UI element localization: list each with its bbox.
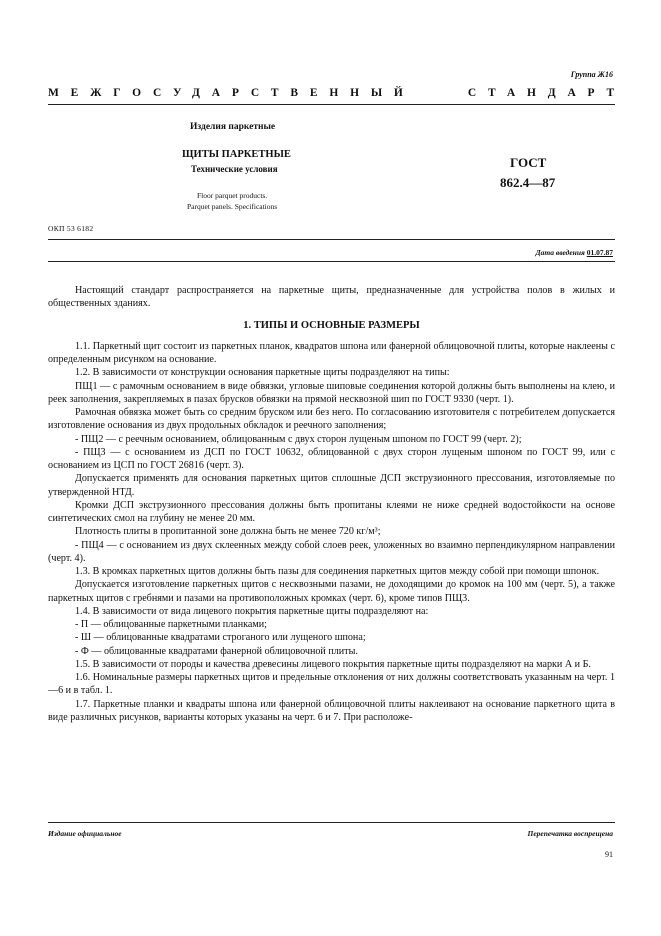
- paragraph-1-4: 1.4. В зависимости от вида лицевого покрытия паркетные щиты подразделяют на:: [75, 605, 429, 617]
- okp-rule: [48, 239, 615, 240]
- paragraph-pshch4: - ПЩ4 — с основанием из двух склеенных между собой слоев реек, уложенных во взаимно перпендикулярном направлении (черт. 4).: [48, 539, 615, 564]
- standard-banner: [48, 87, 626, 99]
- official-edition-note: Издание официальное: [48, 829, 122, 838]
- header-rule: [48, 104, 615, 105]
- banner-left-word: МЕЖГОСУДАРСТВЕННЫЙ: [48, 87, 415, 99]
- introduction-date-value: 01.07.87: [586, 248, 613, 257]
- english-title-line-1: Floor parquet products.: [197, 191, 268, 200]
- paragraph-pshch1: ПЩ1 — с рамочным основанием в виде обвязки, угловые шиповые соединения которой должны быть выполнены на клею, и реек заполнения, закрепляемых в пазах брусков обвязки на прямой несквозной шип по ГОСТ 9330 (черт. 1).: [48, 380, 615, 405]
- paragraph-1-1: 1.1. Паркетный щит состоит из паркетных планок, квадратов шпона или фанерной облицовочной плиты, которые наклеены с определенным рисунком на основание.: [48, 340, 615, 365]
- paragraph-scope: Настоящий стандарт распространяется на паркетные щиты, предназначенные для устройства полов в жилых и общественных зданиях.: [48, 285, 615, 310]
- paragraph-grooves: Допускается изготовление паркетных щитов с несквозными пазами, не доходящими до кромок на 100 мм (черт. 5), а также паркетных щитов с гребнями и пазами на противоположных кромках (черт. 6), кроме типов ПЩ3.: [48, 579, 615, 604]
- gost-label: ГОСТ: [510, 155, 547, 170]
- paragraph-1-3: 1.3. В кромках паркетных щитов должны быть пазы для соединения паркетных щитов между собой при помощи шпонок.: [75, 566, 600, 577]
- paragraph-dsp-edges: Кромки ДСП экструзионного прессования должны быть пропитаны клеями не ниже средней водостойкости на основе синтетических смол на глубину не менее 20 мм.: [48, 499, 615, 524]
- paragraph-1-2: 1.2. В зависимости от конструкции основания паркетные щиты подразделяют на типы:: [75, 367, 450, 379]
- document-subtitle: Технические условия: [191, 164, 278, 174]
- introduction-date-label: Дата введения: [535, 248, 587, 257]
- english-title-line-2: Parquet panels. Specifications: [187, 202, 278, 211]
- section-heading-1: 1. ТИПЫ И ОСНОВНЫЕ РАЗМЕРЫ: [243, 319, 420, 331]
- paragraph-1-6: 1.6. Номинальные размеры паркетных щитов и предельные отклонения от них должны соответствовать указанным на черт. 1—6 и в табл. 1.: [48, 672, 615, 697]
- introduction-date: [536, 248, 613, 257]
- okp-code: ОКП 53 6182: [48, 224, 94, 233]
- group-code: Группа Ж16: [570, 70, 613, 79]
- footer-rule: [48, 822, 615, 823]
- product-subject: Изделия паркетные: [190, 122, 276, 132]
- banner-right-word: СТАНДАРТ: [467, 87, 626, 99]
- paragraph-density: Плотность плиты в пропитанной зоне должна быть не менее 720 кг/м³;: [75, 526, 381, 538]
- list-item-f: - Ф — облицованные квадратами фанерной облицовочной плиты.: [75, 645, 358, 657]
- paragraph-1-5: 1.5. В зависимости от породы и качества древесины лицевого покрытия паркетные щиты подразделяют на марки А и Б.: [75, 658, 591, 670]
- document-body: [48, 284, 615, 724]
- paragraph-pshch2: - ПЩ2 — с реечным основанием, облицованным с двух сторон лущеным шпоном по ГОСТ 99 (черт. 2);: [75, 433, 522, 445]
- list-item-sh: - Ш — облицованные квадратами строганого или лущеного шпона;: [75, 632, 366, 644]
- page-number: 91: [605, 850, 613, 859]
- reprint-prohibited-note: Перепечатка воспрещена: [527, 829, 613, 838]
- document-title: ЩИТЫ ПАРКЕТНЫЕ: [182, 149, 291, 160]
- gost-number: 862.4—87: [500, 175, 556, 190]
- date-rule: [48, 261, 615, 262]
- paragraph-pshch3: - ПЩ3 — с основанием из ДСП по ГОСТ 10632, облицованной с двух сторон лущеным шпоном по ГОСТ 99, или с основанием из ЦСП по ГОСТ 26816 (черт. 3).: [48, 446, 615, 471]
- paragraph-frame: Рамочная обвязка может быть со средним бруском или без него. По согласованию изготовителя с потребителем допускается изготовление основания из двух продольных обкладок и реечного заполнения;: [48, 407, 615, 432]
- paragraph-1-7: 1.7. Паркетные планки и квадраты шпона или фанерной облицовочной плиты наклеивают на основание паркетного щита в виде различных рисунков, варианты которых указаны на черт. 6 и 7. При расположе-: [48, 698, 615, 723]
- paragraph-dsp-allowed: Допускается применять для основания паркетных щитов сплошные ДСП экструзионного прессования, изготовляемые по утвержденной НТД.: [48, 473, 615, 498]
- list-item-p: - П — облицованные паркетными планками;: [75, 619, 267, 630]
